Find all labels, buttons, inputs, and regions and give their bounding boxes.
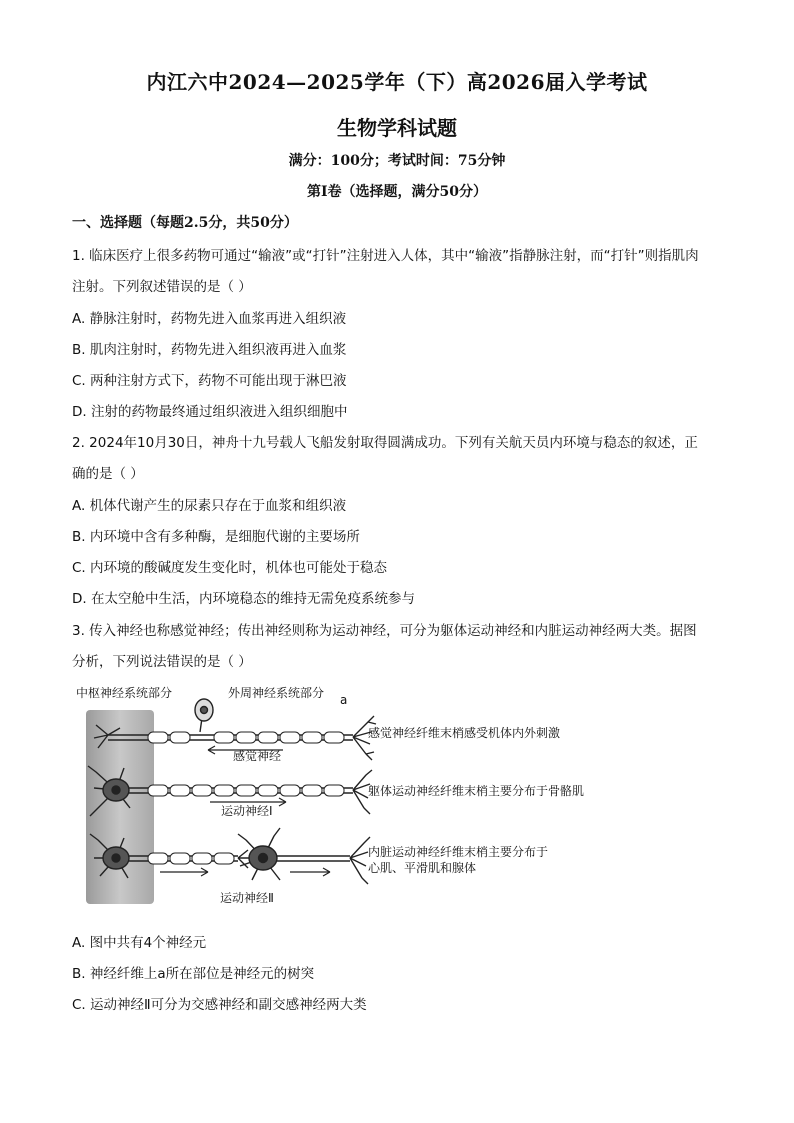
- volume-title: 第Ⅰ卷（选择题，满分50分）: [306, 184, 488, 200]
- exam-meta: 满分：100分；考试时间：75分钟: [288, 153, 506, 169]
- q2-option-c: C. 内环境的酸碱度发生变化时，机体也可能处于稳态: [72, 560, 388, 576]
- q1-option-d: D. 注射的药物最终通过组织液进入组织细胞中: [72, 404, 348, 420]
- section-title: 一、选择题（每题2.5分，共50分）: [72, 215, 298, 231]
- central-label: 中枢神经系统部分: [76, 686, 173, 700]
- q3-stem-line1: 3. 传入神经也称感觉神经；传出神经则称为运动神经，可分为躯体运动神经和内脏运动神经两大类。据图: [72, 623, 697, 639]
- q3-option-c: C. 运动神经Ⅱ可分为交感神经和副交感神经两大类: [72, 997, 367, 1013]
- q3-stem-line2: 分析，下列说法错误的是（ ）: [72, 654, 252, 670]
- exam-title: 内江六中2024—2025学年（下）高2026届入学考试: [146, 70, 648, 94]
- motor2-desc-line2: 心肌、平滑肌和腺体: [368, 861, 477, 875]
- q2-option-b: B. 内环境中含有多种酶，是细胞代谢的主要场所: [72, 529, 360, 545]
- q2-option-a: A. 机体代谢产生的尿素只存在于血浆和组织液: [72, 498, 347, 514]
- point-a-label: a: [340, 693, 348, 707]
- q1-option-c: C. 两种注射方式下，药物不可能出现于淋巴液: [72, 373, 347, 389]
- motor1-desc: 躯体运动神经纤维末梢主要分布于骨骼肌: [368, 784, 585, 798]
- nerve-diagram: [68, 680, 628, 910]
- sensory-desc: 感觉神经纤维末梢感受机体内外刺激: [368, 726, 561, 740]
- q1-option-b: B. 肌肉注射时，药物先进入组织液再进入血浆: [72, 342, 347, 358]
- q1-stem-line1: 1. 临床医疗上很多药物可通过“输液”或“打针”注射进入人体，其中“输液”指静脉注射，而“打针”则指肌肉: [72, 248, 699, 264]
- peripheral-label: 外周神经系统部分: [228, 686, 325, 700]
- q3-option-b: B. 神经纤维上a所在部位是神经元的树突: [72, 966, 315, 982]
- q2-stem-line2: 确的是（ ）: [72, 466, 144, 482]
- q1-option-a: A. 静脉注射时，药物先进入血浆再进入组织液: [72, 311, 347, 327]
- q2-stem-line1: 2. 2024年10月30日，神舟十九号载人飞船发射取得圆满成功。下列有关航天员内环境与稳态的叙述，正: [72, 435, 698, 451]
- q2-option-d: D. 在太空舱中生活，内环境稳态的维持无需免疫系统参与: [72, 591, 415, 607]
- subject-title: 生物学科试题: [337, 116, 457, 140]
- motor1-label: 运动神经Ⅰ: [221, 804, 273, 818]
- sensory-label: 感觉神经: [233, 749, 282, 763]
- motor2-desc-line1: 内脏运动神经纤维末梢主要分布于: [368, 845, 549, 859]
- motor2-arrow-right: [290, 868, 330, 876]
- motor2-arrow-left: [160, 868, 208, 876]
- q3-option-a: A. 图中共有4个神经元: [72, 935, 207, 951]
- central-nervous-region: [86, 710, 154, 904]
- motor2-label: 运动神经Ⅱ: [220, 891, 274, 905]
- q1-stem-line2: 注射。下列叙述错误的是（ ）: [72, 279, 252, 295]
